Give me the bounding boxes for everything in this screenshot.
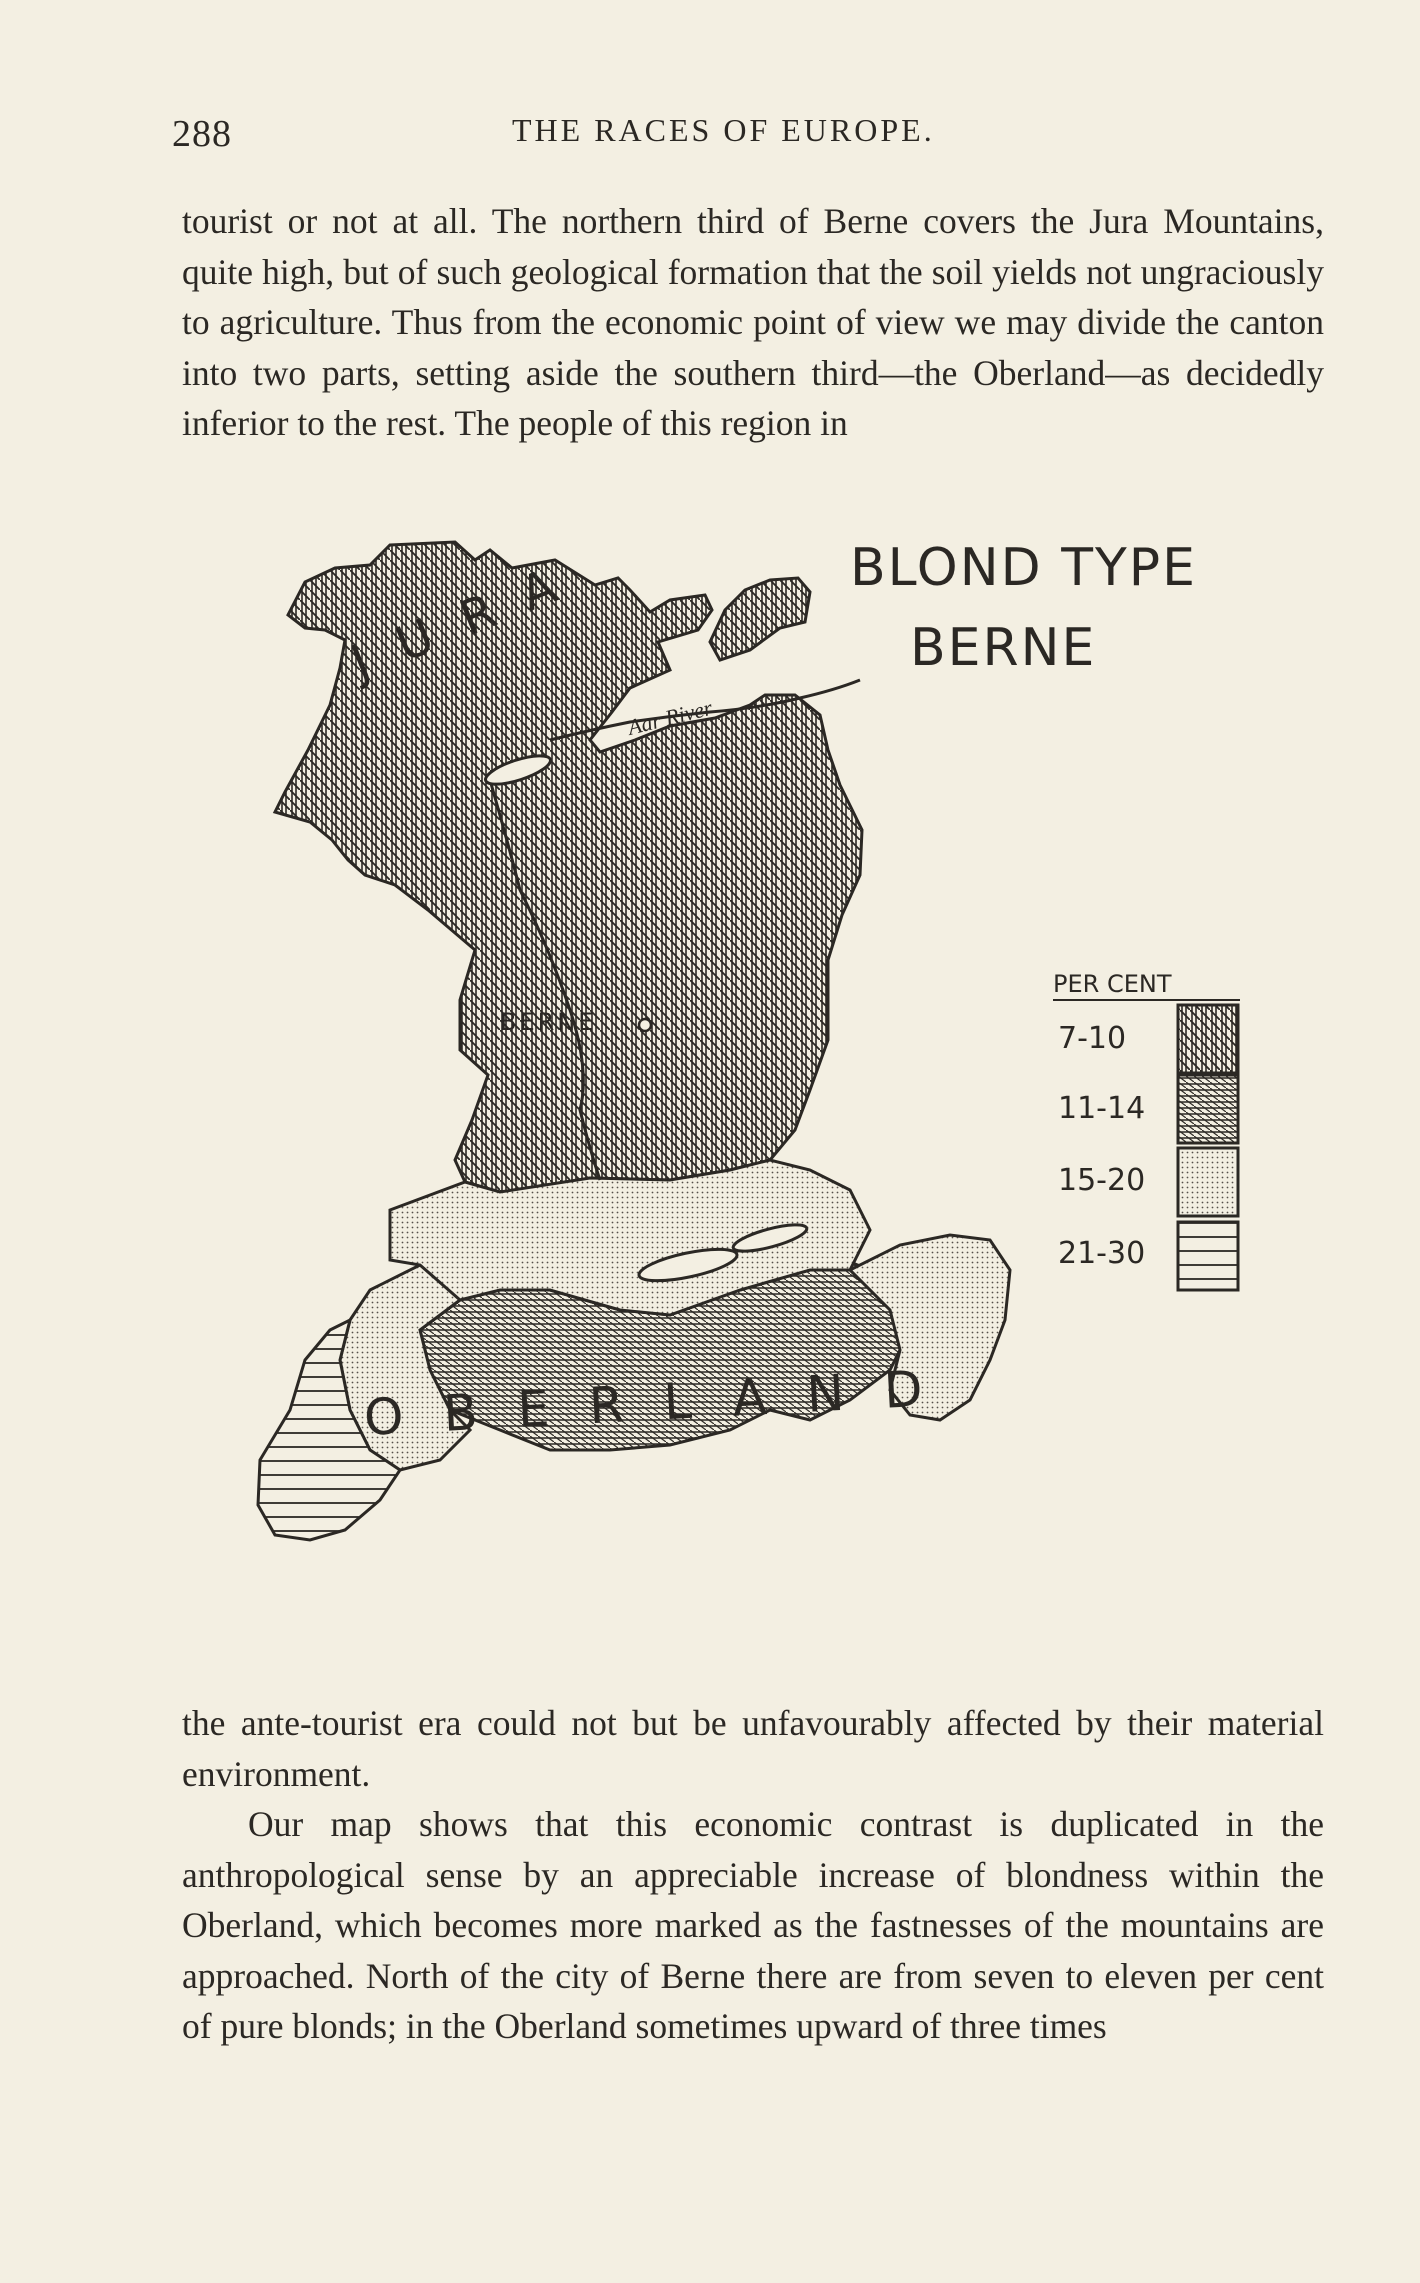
legend-range-3: 15-20	[1058, 1163, 1146, 1198]
paragraph-top: tourist or not at all. The northern third of Berne covers the Jura Mountains, quite high, but of such geological formation that the soil yields not ungraciously to agriculture. Thus from the economic point of view we may divide the canton into two parts, setting aside the southern third—the Oberland—as decidedly inferior to the rest. The people of this region in	[182, 201, 1324, 443]
legend-swatch-3	[1178, 1148, 1238, 1216]
label-jura: JURA	[343, 545, 596, 692]
map-svg	[250, 530, 1270, 1680]
label-aar-river: Aar River	[625, 694, 715, 740]
blond-type-berne-map	[250, 530, 1270, 1680]
legend-swatch-2	[1178, 1075, 1238, 1143]
body-bottom	[182, 1698, 1324, 2052]
legend-swatch-4	[1178, 1222, 1238, 1290]
paragraph-bottom-2: Our map shows that this economic contrast is duplicated in the anthropological sense by an appreciable increase of blondness within the Oberland, which becomes more marked as the fastnesses of the mountains are approached. North of the city of Berne there are from seven to eleven per cent of pure blonds; in the Oberland sometimes upward of three times	[182, 1804, 1324, 2046]
legend	[1053, 970, 1240, 1290]
label-berne-city: BERNE	[500, 1008, 597, 1036]
legend-range-4: 21-30	[1058, 1236, 1146, 1271]
label-oberland: OBERLAND	[362, 1357, 964, 1447]
legend-range-2: 11-14	[1058, 1091, 1146, 1126]
legend-heading: PER CENT	[1053, 970, 1172, 998]
running-title: THE RACES OF EUROPE.	[512, 112, 935, 148]
map-title-line1: BLOND TYPE	[850, 538, 1197, 598]
paragraph-bottom-1: the ante-tourist era could not but be unfavourably affected by their material environment.	[182, 1703, 1324, 1794]
map-title-line2: BERNE	[910, 618, 1097, 678]
legend-swatch-1	[1178, 1005, 1238, 1073]
legend-range-1: 7-10	[1058, 1021, 1127, 1056]
berne-city-marker	[639, 1019, 651, 1031]
page-number: 288	[172, 113, 232, 155]
region-northeast	[710, 578, 810, 660]
